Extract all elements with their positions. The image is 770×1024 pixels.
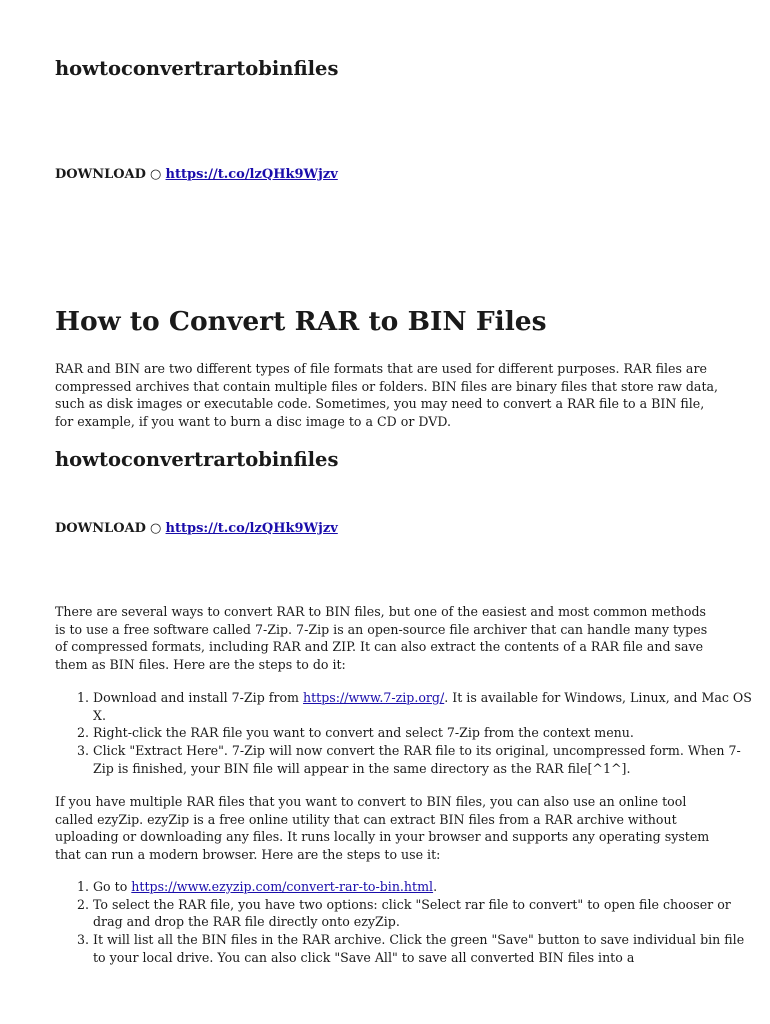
document-title-mid: howtoconvertrartobinfiles bbox=[55, 448, 339, 471]
step-text: Go to bbox=[93, 879, 132, 894]
ezyzip-steps-list bbox=[55, 878, 758, 967]
step-text: . It is available for Windows, Linux, and Mac OS X. bbox=[93, 690, 752, 723]
sevenzip-intro-paragraph: There are several ways to convert RAR to BIN files, but one of the easiest and most common methods is to use a free software called 7-Zip. 7-Zip is an open-source file archiver that can handle many types of compressed formats, including RAR and ZIP. It can also extract the contents of a RAR file and save them as BIN files. Here are the steps to do it: bbox=[55, 604, 708, 673]
list-item bbox=[93, 878, 758, 896]
download-label: DOWNLOAD bbox=[55, 167, 146, 182]
download-link-mid[interactable]: https://t.co/lzQHk9Wjzv bbox=[165, 521, 338, 536]
article-heading: How to Convert RAR to BIN Files bbox=[55, 306, 547, 337]
step-text: . bbox=[433, 879, 438, 894]
ezyzip-intro-paragraph: If you have multiple RAR files that you want to convert to BIN files, you can also use an online tool called ezyZip. ezyZip is a free online utility that can extract BIN files from a RAR archive without uploading or downloading any files. It runs locally in your browser and supports any operating system that can run a modern browser. Here are the steps to use it: bbox=[55, 794, 710, 863]
document-title-top: howtoconvertrartobinfiles bbox=[55, 57, 339, 80]
list-item: 2. To select the RAR file, you have two options: click "Select rar file to convert" to open file chooser or drag and drop the RAR file directly onto ezyZip. bbox=[93, 896, 758, 931]
list-item: 2. Right-click the RAR file you want to convert and select 7-Zip from the context menu. bbox=[93, 724, 758, 742]
download-line-mid bbox=[55, 521, 338, 536]
list-item bbox=[93, 689, 758, 724]
download-link-top[interactable]: https://t.co/lzQHk9Wjzv bbox=[165, 167, 338, 182]
list-item: 3. Click "Extract Here". 7-Zip will now convert the RAR file to its original, uncompressed form. When 7-Zip is finished, your BIN file will appear in the same directory as the RAR file[^1^]. bbox=[93, 742, 758, 777]
sevenzip-link[interactable]: https://www.7-zip.org/ bbox=[303, 690, 445, 705]
list-item: 3. It will list all the BIN files in the RAR archive. Click the green "Save" button to save individual bin file to your local drive. You can also click "Save All" to save all converted BIN files into a bbox=[93, 931, 758, 966]
circle-icon: ○ bbox=[150, 521, 162, 536]
download-line-top bbox=[55, 167, 338, 182]
download-label: DOWNLOAD bbox=[55, 521, 146, 536]
ezyzip-link[interactable]: https://www.ezyzip.com/convert-rar-to-bin.html bbox=[131, 879, 434, 894]
sevenzip-steps-list bbox=[55, 689, 758, 778]
step-text: Download and install 7-Zip from bbox=[93, 690, 303, 705]
circle-icon: ○ bbox=[150, 167, 162, 182]
intro-paragraph: RAR and BIN are two different types of file formats that are used for different purposes. RAR files are compressed archives that contain multiple files or folders. BIN files are binary files that store raw data, such as disk images or executable code. Sometimes, you may need to convert a RAR file to a BIN file, for example, if you want to burn a disc image to a CD or DVD. bbox=[55, 361, 719, 430]
